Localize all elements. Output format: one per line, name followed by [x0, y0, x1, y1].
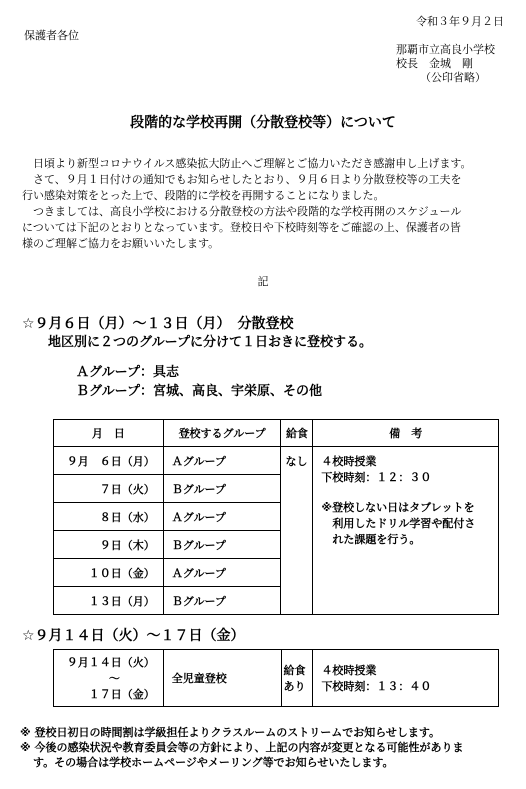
lunch-line: あり — [283, 680, 306, 693]
group-b-label: Ｂグループ：宮城、高良、宇栄原、その他 — [76, 384, 322, 399]
remark-line: 下校時刻：１３：４０ — [321, 680, 432, 693]
recipient: 保護者各位 — [24, 29, 79, 42]
table-cell-remarks — [313, 447, 499, 615]
remark-line: れた課題を行う。 — [332, 533, 421, 546]
table-cell-date: ７日（火） — [54, 475, 164, 503]
section2-heading: ☆９月１４日（火）～１７日（金） — [22, 628, 245, 644]
schedule-table-1 — [53, 419, 499, 615]
body-line: 様のご理解ご協力をお願いいたします。 — [22, 237, 220, 250]
col-header-group: 登校するグループ — [163, 420, 281, 447]
table-cell-date: １３日（月） — [54, 587, 164, 615]
document-date: 令和３年９月２日 — [416, 15, 504, 28]
section1-subheading: 地区別に２つのグループに分けて１日おきに登校する。 — [48, 335, 372, 350]
schedule-table-2 — [53, 649, 499, 707]
table-cell-lunch: なし — [281, 447, 313, 615]
table-cell-group: Ａグループ — [163, 503, 281, 531]
date-line: １７日（金） — [88, 688, 155, 701]
lunch-line: 給食 — [283, 664, 306, 677]
table2-cell-group: 全児童登校 — [163, 650, 281, 707]
col-header-date: 月 日 — [54, 420, 164, 447]
seal-note: （公印省略） — [420, 71, 486, 84]
group-a-label: Ａグループ：具志 — [76, 365, 179, 380]
note-line: ※ 登校日初日の時間割は学級担任よりクラスルームのストリームでお知らせします。 — [20, 726, 440, 739]
table-cell-group: Ｂグループ — [163, 475, 281, 503]
remark-line: ４校時授業 — [321, 455, 377, 468]
table-cell-date: １０日（金） — [54, 559, 164, 587]
date-line: ９月１４日（火） — [66, 656, 155, 669]
date-range-mark: ～ — [108, 672, 120, 685]
col-header-lunch: 給食 — [281, 420, 313, 447]
table-cell-date: ９月 ６日（月） — [54, 447, 164, 475]
body-text — [22, 156, 471, 252]
page-title: 段階的な学校再開（分散登校等）について — [130, 115, 396, 131]
body-line: さて、９月１日付けの通知でもお知らせしたとおり、９月６日より分散登校等の工夫を — [33, 173, 462, 186]
table-cell-date: ９日（木） — [54, 531, 164, 559]
col-header-remarks: 備 考 — [313, 420, 499, 447]
table-cell-date: ８日（水） — [54, 503, 164, 531]
ki-mark: 記 — [257, 275, 269, 288]
table2-cell-date — [54, 650, 164, 707]
remark-line: 利用したドリル学習や配付さ — [332, 517, 476, 530]
table2-cell-remarks — [313, 650, 499, 707]
section1-heading: ☆９月６日（月）～１３日（月） 分散登校 — [22, 316, 294, 332]
school-name: 那覇市立高良小学校 — [396, 43, 495, 56]
body-line: つきましては、高良小学校における分散登校の方法や段階的な学校再開のスケジュール — [33, 205, 462, 218]
table-cell-group: Ｂグループ — [163, 587, 281, 615]
principal-name: 校長 金城 剛 — [396, 57, 473, 70]
table-cell-group: Ａグループ — [163, 559, 281, 587]
table2-cell-lunch — [281, 650, 313, 707]
remark-line: ※登校しない日はタブレットを — [321, 501, 475, 514]
table-cell-group: Ｂグループ — [163, 531, 281, 559]
note-line: す。その場合は学校ホームページやメーリング等でお知らせいたします。 — [33, 756, 394, 769]
notes — [20, 725, 464, 770]
body-line: 行い感染対策をとった上で、段階的に学校を再開することになりました。 — [22, 189, 385, 202]
remark-line: 下校時刻：１２：３０ — [321, 471, 432, 484]
table-cell-group: Ａグループ — [163, 447, 281, 475]
note-line: ※ 今後の感染状況や教育委員会等の方針により、上記の内容が変更となる可能性がありま — [20, 741, 464, 754]
body-line: については下記のとおりとなっています。登校日や下校時刻等をご確認の上、保護者の皆 — [22, 221, 461, 234]
remark-line: ４校時授業 — [321, 664, 377, 677]
body-line: 日頃より新型コロナウイルス感染拡大防止へご理解とご協力いただき感謝申し上げます。 — [33, 157, 472, 170]
